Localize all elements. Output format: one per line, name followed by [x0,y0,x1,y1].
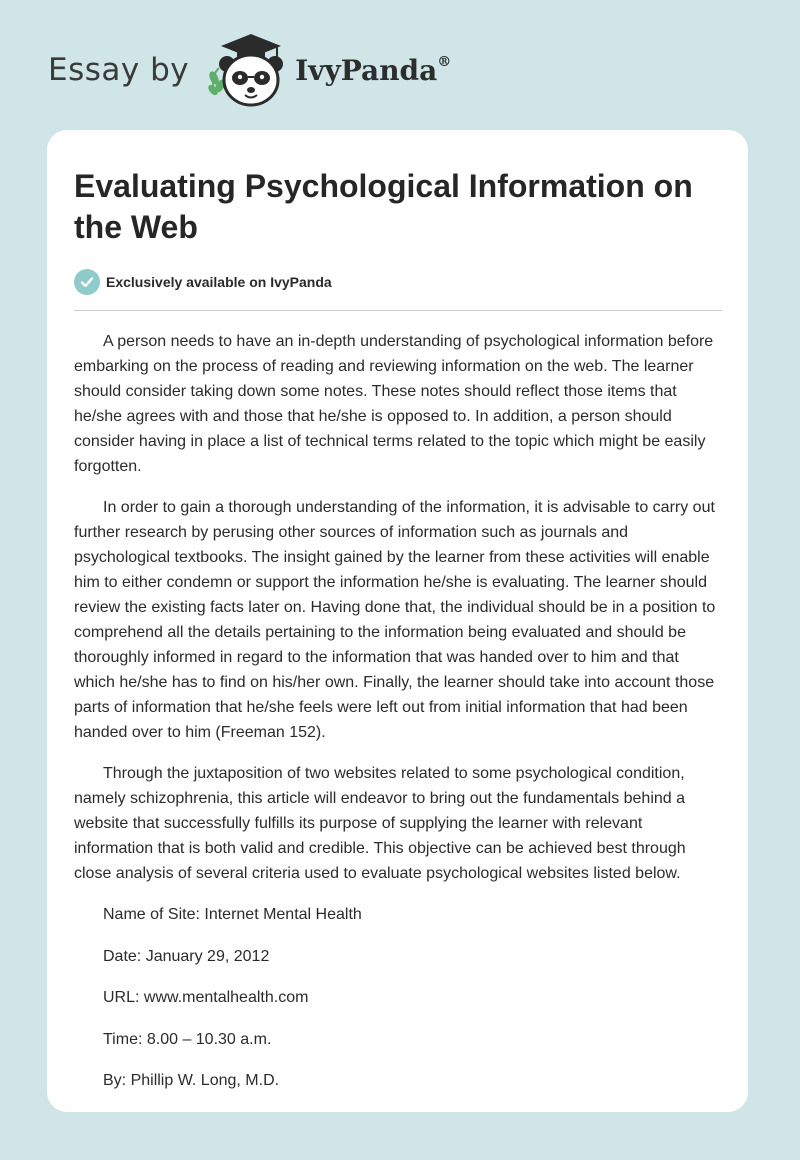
article-title: Evaluating Psychological Information on the Web [74,168,693,245]
brand-header[interactable] [48,30,451,110]
site-date-line: Date: January 29, 2012 [103,947,270,965]
exclusive-badge [74,268,721,296]
paragraph: In order to gain a thorough understanding of the information, it is advisable to carry out further research by perusing other sources of information such as journals and psychological textbooks. The insight gained by the learner from these activities will enable him to either condemn or support the information he/she is evaluating. The learner should review the existing facts later on. Having done that, the individual should be in a position to comprehend all the details pertaining to the information being evaluated and should be thoroughly informed in regard to the information that was handed over to him and that which he/she has to find on his/her own. Finally, the learner should take into account those parts of information that he/she feels were left out from initial information that had been handed over to him (Freeman 152). [74,499,716,741]
site-url-line: URL: www.mentalhealth.com [103,989,309,1006]
brand-prefix: Essay by [48,52,190,88]
panda-graduate-icon [201,30,291,110]
brand-name: IvyPanda® [295,53,452,87]
site-author-line: By: Phillip W. Long, M.D. [103,1072,280,1089]
paragraph: A person needs to have an in-depth understanding of psychological information before embarking on the process of reading and reviewing information on the web. The learner should consider taking down some notes. These notes should reflect those items that he/she agrees with and those that he/she is opposed to. In addition, a person should consider having in place a list of technical terms related to the topic which might be easily forgotten. [74,333,714,475]
article-body [74,329,722,1093]
site-time-line: Time: 8.00 – 10.30 a.m. [103,1030,272,1048]
article-card [47,130,748,1112]
check-circle-icon [74,269,100,295]
badge-label: Exclusively available on IvyPanda [106,274,332,290]
paragraph: Through the juxtaposition of two websites related to some psychological condition, namely schizophrenia, this article will endeavor to bring out the fundamentals behind a website that successfully fulfills its purpose of supplying the learner with relevant information that is both valid and credible. This objective can be achieved best through close analysis of several criteria used to evaluate psychological websites listed below. [74,765,686,882]
divider [74,310,722,311]
site-name-line: Name of Site: Internet Mental Health [103,906,362,923]
